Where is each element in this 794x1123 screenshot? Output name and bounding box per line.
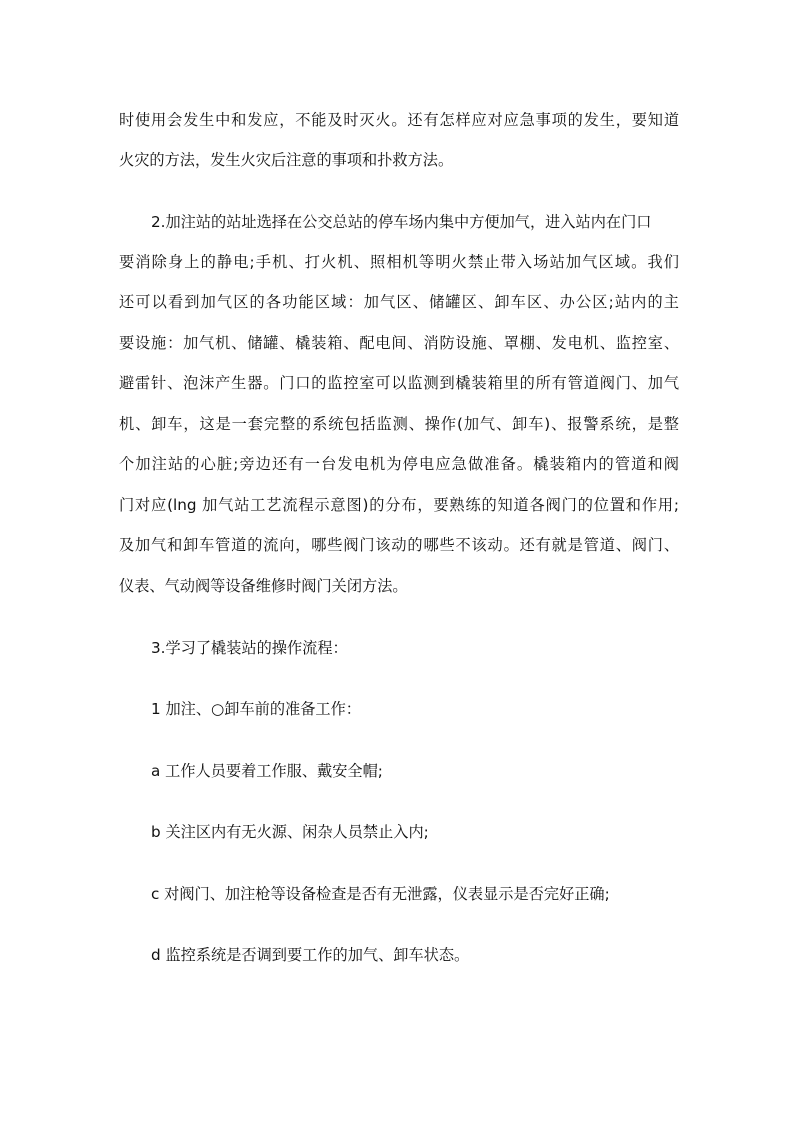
- text-line: 门对应(lng 加气站工艺流程示意图)的分布，要熟练的知道各阀门的位置和作用;: [119, 496, 679, 514]
- text-line: 个加注站的心脏;旁边还有一台发电机为停电应急做准备。橇装箱内的管道和阀: [119, 455, 679, 473]
- text-line: 机、卸车，这是一套完整的系统包括监测、操作(加气、卸车)、报警系统，是整: [119, 415, 679, 433]
- section-heading: 3.学习了橇装站的操作流程：: [151, 639, 348, 657]
- text-line: 还可以看到加气区的各功能区域：加气区、储罐区、卸车区、办公区;站内的主: [119, 293, 679, 311]
- text-line: 火灾的方法，发生火灾后注意的事项和扑救方法。: [119, 151, 454, 169]
- sub-heading: 1 加注、○卸车前的准备工作：: [151, 700, 361, 718]
- text-line: 要设施：加气机、储罐、橇装箱、配电间、消防设施、罩棚、发电机、监控室、: [119, 334, 679, 352]
- text-line: 时使用会发生中和发应，不能及时灭火。还有怎样应对应急事项的发生，要知道: [119, 111, 679, 129]
- text-line: 要消除身上的静电;手机、打火机、照相机等明火禁止带入场站加气区域。我们: [119, 253, 679, 271]
- text-line: 2.加注站的站址选择在公交总站的停车场内集中方便加气，进入站内在门口: [151, 213, 652, 231]
- text-line: 仪表、气动阀等设备维修时阀门关闭方法。: [119, 577, 408, 595]
- text-line: 及加气和卸车管道的流向，哪些阀门该动的哪些不该动。还有就是管道、阀门、: [119, 536, 679, 554]
- list-item: c 对阀门、加注枪等设备检查是否有无泄露，仪表显示是否完好正确;: [151, 885, 610, 903]
- text-line: 避雷针、泡沫产生器。门口的监控室可以监测到橇装箱里的所有管道阀门、加气: [119, 374, 679, 392]
- list-item: d 监控系统是否调到要工作的加气、卸车状态。: [151, 946, 470, 964]
- list-item: a 工作人员要着工作服、戴安全帽;: [151, 762, 383, 780]
- list-item: b 关注区内有无火源、闲杂人员禁止入内;: [151, 823, 429, 841]
